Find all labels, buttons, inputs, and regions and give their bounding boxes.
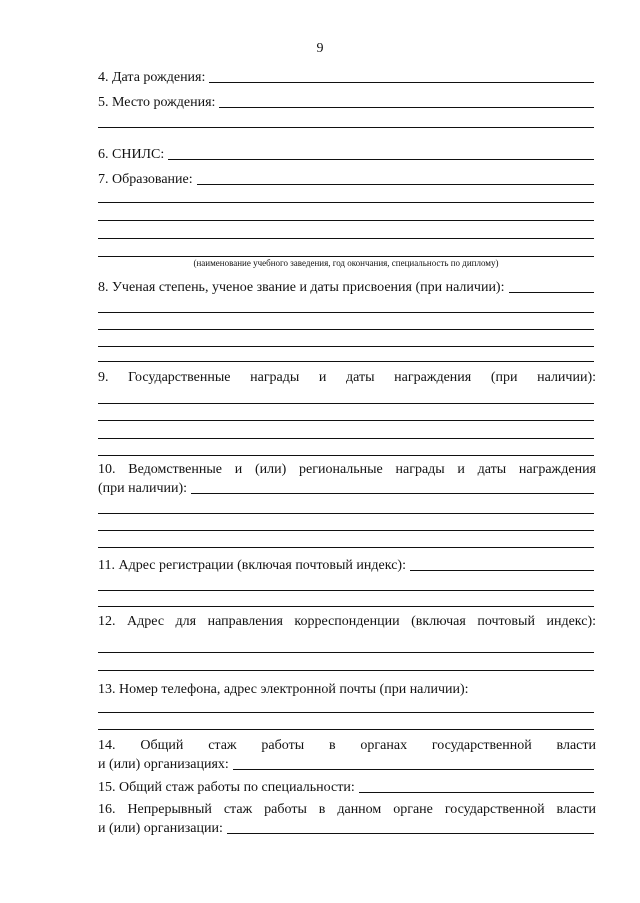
- fill-line[interactable]: [168, 147, 594, 160]
- field-academic-degree: [98, 278, 594, 296]
- field-label: 13. Номер телефона, адрес электронной почты (при наличии):: [98, 682, 469, 697]
- fill-line[interactable]: [98, 346, 594, 347]
- field-total-experience: [98, 755, 594, 773]
- page-number: 9: [316, 41, 324, 56]
- fill-line[interactable]: [509, 280, 595, 293]
- field-continuous-experience-label: 16. Непрерывный стаж работы в данном органе государственной власти: [98, 802, 596, 817]
- fill-line[interactable]: [98, 606, 594, 607]
- fill-line[interactable]: [98, 547, 594, 548]
- field-birth-date: [98, 68, 594, 86]
- fill-line[interactable]: [98, 202, 594, 203]
- fill-line[interactable]: [98, 513, 594, 514]
- field-total-experience-label: 14. Общий стаж работы в органах государственной власти: [98, 738, 596, 753]
- fill-line[interactable]: [227, 821, 594, 834]
- field-label: 6. СНИЛС:: [98, 147, 165, 162]
- fill-line[interactable]: [98, 403, 594, 404]
- field-state-awards-label: 9. Государственные награды и даты награждения (при наличии):: [98, 370, 596, 385]
- fill-line[interactable]: [98, 670, 594, 671]
- field-label: и (или) организациях:: [98, 757, 229, 772]
- field-label: 11. Адрес регистрации (включая почтовый индекс):: [98, 558, 406, 573]
- field-departmental-awards-label: 10. Ведомственные и (или) региональные награды и даты награждения: [98, 462, 596, 477]
- field-label: 7. Образование:: [98, 172, 193, 187]
- fill-line[interactable]: [359, 780, 594, 793]
- fill-line[interactable]: [98, 729, 594, 730]
- fill-line[interactable]: [98, 590, 594, 591]
- field-education: [98, 170, 594, 188]
- fill-line[interactable]: [219, 95, 594, 108]
- field-label: 5. Место рождения:: [98, 95, 216, 110]
- fill-line[interactable]: [197, 172, 594, 185]
- fill-line[interactable]: [98, 329, 594, 330]
- field-label: (при наличии):: [98, 481, 188, 496]
- fill-line[interactable]: [191, 481, 594, 494]
- fill-line[interactable]: [233, 757, 594, 770]
- field-birth-place: [98, 93, 594, 111]
- fill-line[interactable]: [98, 361, 594, 362]
- field-departmental-awards: [98, 479, 594, 497]
- fill-line[interactable]: [98, 652, 594, 653]
- fill-line[interactable]: [209, 70, 594, 83]
- fill-line[interactable]: [98, 238, 594, 239]
- fill-line[interactable]: [98, 220, 594, 221]
- field-correspondence-address-label: 12. Адрес для направления корреспонденции (включая почтовый индекс):: [98, 614, 596, 629]
- field-snils: [98, 145, 594, 163]
- fill-line[interactable]: [410, 558, 594, 571]
- fill-line[interactable]: [98, 420, 594, 421]
- fill-line[interactable]: [98, 712, 594, 713]
- field-label: 15. Общий стаж работы по специальности:: [98, 780, 355, 795]
- fill-line[interactable]: [98, 312, 594, 313]
- field-label: 8. Ученая степень, ученое звание и даты присвоения (при наличии):: [98, 280, 505, 295]
- fill-line[interactable]: [98, 530, 594, 531]
- education-caption: (наименование учебного заведения, год окончания, специальность по диплому): [193, 258, 499, 268]
- fill-line[interactable]: [98, 455, 594, 456]
- fill-line[interactable]: [98, 256, 594, 257]
- field-specialty-experience: [98, 778, 594, 796]
- field-registration-address: [98, 556, 594, 574]
- field-label: 4. Дата рождения:: [98, 70, 206, 85]
- fill-line[interactable]: [98, 127, 594, 128]
- field-continuous-experience: [98, 819, 594, 837]
- field-label: и (или) организации:: [98, 821, 223, 836]
- fill-line[interactable]: [98, 438, 594, 439]
- field-contacts: [98, 680, 594, 698]
